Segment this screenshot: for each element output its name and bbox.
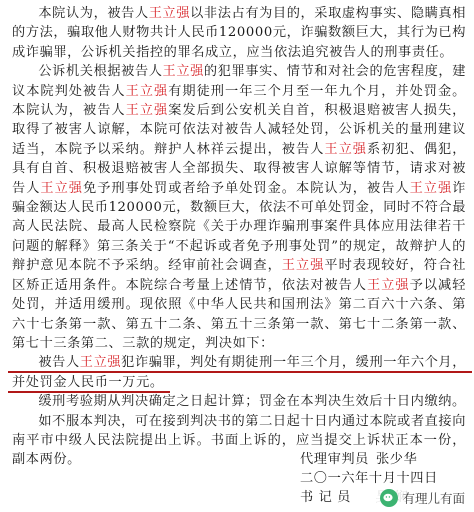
defendant-name: 王立强	[125, 103, 169, 119]
defendant-name: 王立强	[162, 64, 204, 80]
paragraph-1	[12, 4, 466, 62]
defendant-name: 王立强	[40, 180, 84, 196]
text-run: 免予刑事处罚或者给予单处罚金。本院认为，被告人	[83, 180, 410, 196]
defendant-name: 王立强	[281, 258, 325, 274]
defendant-name: 王立强	[79, 355, 122, 371]
defendant-name: 王立强	[367, 277, 410, 293]
paragraph-2	[12, 62, 466, 353]
clerk-role: 书 记 员	[300, 490, 351, 505]
text-run: 被告人	[38, 355, 80, 371]
defendant-name: 王立强	[125, 83, 169, 99]
text-run: 有期徒刑一年三个月至一年九个月，并处罚金。本院认为，被告人	[12, 83, 466, 119]
text-run: 本院认为，被告人	[38, 6, 149, 21]
defendant-name: 王立强	[324, 141, 368, 157]
text-run: 予以减轻处罚，并适用缓刑。现依照《中华人民共和国刑法》第二百六十六条、第六十七条第一款、第五十二条、第五十三条第一款、第七十二条第一款、第七十三条第二、三款的规定，判决如下：	[12, 277, 466, 351]
paragraph-tail-1	[12, 392, 466, 411]
wechat-icon	[380, 489, 398, 507]
verdict-underline	[8, 371, 472, 373]
text-run: 平时表现较好，符合社区矫正适用条件。本院综合考量上述情节，依法对被告人	[12, 258, 466, 293]
text-run: 案发后到公安机关自首，积极退赔被害人损失，取得了被害人谅解，本院可依法对被告人减轻处罚，公诉机关的量刑建议适当，本院予以采纳。辩护人林祥云提出，被告人	[12, 103, 466, 157]
verdict-underline	[8, 391, 170, 393]
watermark-text: 有理儿有面	[402, 491, 465, 506]
judge-name: 张少华	[376, 452, 418, 467]
text-run: 系初犯、偶犯，具有自首、积极退赔被害人全部损失、取得被害人谅解等情节，请求对被告人	[12, 141, 467, 196]
text-run: 缓刑考验期从判决确定之日起计算；罚金在本判决生效后十日内缴纳。	[38, 394, 466, 410]
text-run: 的犯罪事实、情节和对社会的危害程度，建议本院判处被告人	[12, 64, 466, 99]
text-run: 犯诈骗罪，判处有期徒刑一年三个月，缓刑一年六个月，并处罚金人民币一万元。	[12, 355, 466, 390]
text-run: 以非法占有为目的，采取虚构事实、隐瞒真相的方法，骗取他人财物共计人民币120000元，诈骗数额巨大，其行为已构成诈骗罪，公诉机关指控的罪名成立，应当依法追究被告人的刑事责任。	[12, 6, 466, 60]
text-run: 诈骗金额达人民币120000元，数额巨大，依法不可单处罚金，同时不符合最高人民法院、最高人民检察院《关于办理诈骗刑事案件具体应用法律若干问题的解释》第三条关于“不起诉或者免予刑事处罚”的规定，故辩护人的辩护意见本院不予采纳。经审前社会调查，	[12, 180, 466, 274]
judgment-body	[12, 4, 466, 353]
defendant-name: 王立强	[148, 6, 191, 21]
text-run: 公诉机关根据被告人	[38, 64, 163, 80]
text-run: 如不服本判决，可在接到判决书的第二日起十日内通过本院或者直接向南平市中级人民法院提出上诉。书面上诉的，应当提交上诉状正本一份，副本两份。	[12, 413, 466, 468]
watermark	[377, 488, 468, 508]
judgment-date: 二〇一六年十月十四日	[300, 471, 438, 486]
judge-role: 代理审判员	[300, 452, 369, 467]
defendant-name: 王立强	[409, 180, 453, 196]
